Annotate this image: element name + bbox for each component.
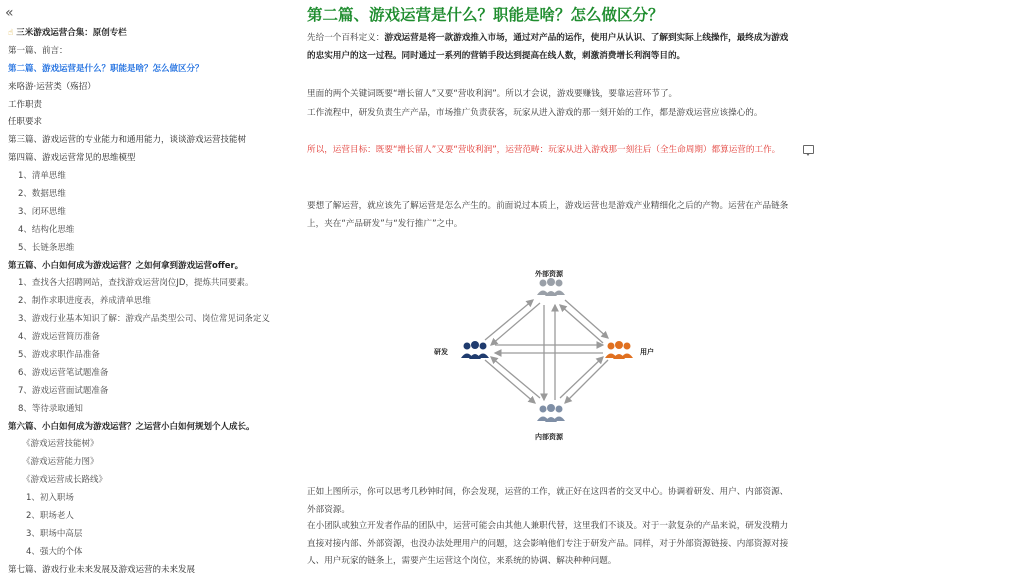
toc-item[interactable]	[0, 472, 290, 490]
toc-item-label: 4、结构化思维	[18, 224, 75, 235]
toc-item-label: 4、强大的个体	[26, 546, 83, 557]
toc-item-label: 3、职场中高层	[26, 528, 83, 539]
paragraph-team: 在小团队或独立开发者作品的团队中，运营可能会由其他人兼职代替，这里我们不谈及。对于一款复杂的产品来说，研发没精力直接对接内部、外部资源，也没办法处理用户的问题，这会影响他们专注于研发产品。同样，对于外部资源链接、内部资源对接人、用户玩家的链条上，需要产生运营这个岗位，来系统的协调、解决种种问题。	[307, 521, 789, 566]
toc-item-label: 《游戏运营能力图》	[22, 457, 99, 468]
comment-icon[interactable]	[803, 145, 814, 154]
toc-item[interactable]	[0, 222, 290, 240]
developer-node-icon	[461, 341, 489, 359]
toc-item[interactable]	[0, 150, 290, 168]
toc-item[interactable]	[0, 329, 290, 347]
paragraph-origin: 要想了解运营，就应该先了解运营是怎么产生的。前面说过本质上，游戏运营也是游戏产业精细化之后的产物。运营在产品链条上，夹在“产品研发”与“发行推广”之中。	[307, 201, 789, 229]
toc-item[interactable]	[0, 490, 290, 508]
toc-item-label: 5、长链条思维	[18, 242, 75, 253]
toc-item[interactable]	[0, 186, 290, 204]
label-internal-resources: 内部资源	[535, 433, 563, 441]
toc-item-label: 3、游戏行业基本知识了解：游戏产品类型公司、岗位常见词条定义	[18, 314, 270, 325]
toc-item-label: 1、查找各大招聘网站，查找游戏运营岗位JD，提炼共同要素。	[18, 278, 254, 289]
toc-item[interactable]	[0, 240, 290, 258]
toc-list	[0, 25, 290, 580]
paragraph-summary-red: 所以，运营目标：既要“增长留人”又要“营收利润”，运营范畴：玩家从进入游戏那一刻往后（全生命周期）都算运营的工作。	[307, 145, 781, 155]
toc-item-label: 来咯游·运营类（殇招）	[8, 81, 96, 92]
toc-item-label: 第二篇、游戏运营是什么？职能是啥？怎么做区分？	[8, 63, 204, 74]
toc-item[interactable]	[0, 43, 290, 61]
toc-item-label: 7、游戏运营面试题准备	[18, 385, 109, 396]
toc-item[interactable]	[0, 419, 290, 437]
toc-item[interactable]	[0, 526, 290, 544]
label-developer: 研发	[434, 348, 448, 356]
toc-item-label: 第五篇、小白如何成为游戏运营？之如何拿到游戏运营offer。	[8, 260, 244, 271]
internal-resources-node-icon	[537, 404, 565, 422]
toc-item-label: 2、数据思维	[18, 189, 66, 200]
toc-item-label: 《游戏运营技能树》	[22, 439, 99, 450]
toc-item[interactable]	[0, 544, 290, 562]
hand-icon: ☝	[8, 28, 14, 38]
user-node-icon	[605, 341, 633, 359]
relationship-diagram	[425, 265, 675, 445]
toc-item-label: 任职要求	[8, 117, 43, 128]
toc-item[interactable]	[0, 25, 290, 43]
toc-item[interactable]	[0, 97, 290, 115]
toc-item-label: 《游戏运营成长路线》	[22, 475, 108, 486]
external-resources-node-icon	[537, 278, 565, 296]
toc-item[interactable]	[0, 293, 290, 311]
paragraph-intersection: 正如上图所示，你可以思考几秒钟时间，你会发现，运营的工作，就正好在这四者的交叉中心。协调着研发、用户、内部资源、外部资源。	[307, 487, 789, 515]
paragraph-definition	[307, 30, 790, 65]
label-user: 用户	[640, 348, 654, 356]
definition-bold: 游戏运营是将一款游戏推入市场，通过对产品的运作，使用户从认识、了解到实际上线操作，最终成为游戏的忠实用户的这一过程。同时通过一系列的营销手段达到提高在线人数，刺激消费增长利润等目的。	[307, 33, 789, 61]
definition-prefix: 先给一个百科定义：	[307, 33, 385, 43]
toc-item-label: 1、清单思维	[18, 171, 66, 182]
toc-item-label: 工作职责	[8, 99, 43, 110]
toc-item-label: 8、等待录取通知	[18, 403, 83, 414]
toc-item[interactable]	[0, 436, 290, 454]
diagram-svg	[425, 265, 675, 445]
toc-item[interactable]	[0, 311, 290, 329]
toc-item[interactable]	[0, 508, 290, 526]
toc-item-label: 2、职场老人	[26, 511, 74, 522]
toc-item-label: 5、游戏求职作品准备	[18, 350, 100, 361]
toc-item-label: 三米游戏运营合集：原创专栏	[16, 28, 127, 38]
toc-item[interactable]	[0, 204, 290, 222]
toc-item-label: 4、游戏运营简历准备	[18, 332, 100, 343]
toc-item[interactable]	[0, 365, 290, 383]
toc-item[interactable]	[0, 347, 290, 365]
toc-item[interactable]	[0, 454, 290, 472]
toc-item-label: 第一篇、前言：	[8, 45, 68, 56]
toc-item-label: 第三篇、游戏运营的专业能力和通用能力，谈谈游戏运营技能树	[8, 135, 247, 146]
toc-item-label: 第六篇、小白如何成为游戏运营？之运营小白如何规划个人成长。	[8, 421, 255, 432]
toc-item[interactable]	[0, 401, 290, 419]
toc-item[interactable]	[0, 132, 290, 150]
toc-item[interactable]	[0, 114, 290, 132]
toc-item-label: 6、游戏运营笔试题准备	[18, 367, 109, 378]
label-external-resources: 外部资源	[535, 270, 563, 278]
paragraph-keywords: 里面的两个关键词既要“增长留人”又要“营收利润”。所以才会说，游戏要赚钱，要靠运营环节了。	[307, 89, 678, 99]
toc-item-label: 1、初入职场	[26, 493, 74, 504]
toc-item-label: 3、闭环思维	[18, 206, 66, 217]
toc-sidebar	[0, 0, 290, 584]
double-chevron-left-icon[interactable]: «	[5, 5, 14, 21]
toc-item[interactable]	[0, 275, 290, 293]
toc-item-label: 2、制作求职进度表，养成清单思维	[18, 296, 151, 307]
toc-item-label: 第四篇、游戏运营常见的思维模型	[8, 153, 136, 164]
diagram-arrows	[485, 300, 608, 403]
toc-item[interactable]	[0, 168, 290, 186]
paragraph-workflow: 工作流程中，研发负责生产产品，市场推广负责获客，玩家从进入游戏的那一刻开始的工作，都是游戏运营应该操心的。	[307, 108, 763, 118]
toc-item-label: 第七篇、游戏行业未来发展及游戏运营的未来发展	[8, 564, 196, 575]
toc-item[interactable]	[0, 79, 290, 97]
toc-item[interactable]	[0, 258, 290, 276]
page-title: 第二篇、游戏运营是什么？职能是啥？怎么做区分？	[307, 6, 664, 24]
toc-item[interactable]	[0, 383, 290, 401]
toc-item[interactable]	[0, 61, 290, 79]
toc-item[interactable]	[0, 562, 290, 580]
